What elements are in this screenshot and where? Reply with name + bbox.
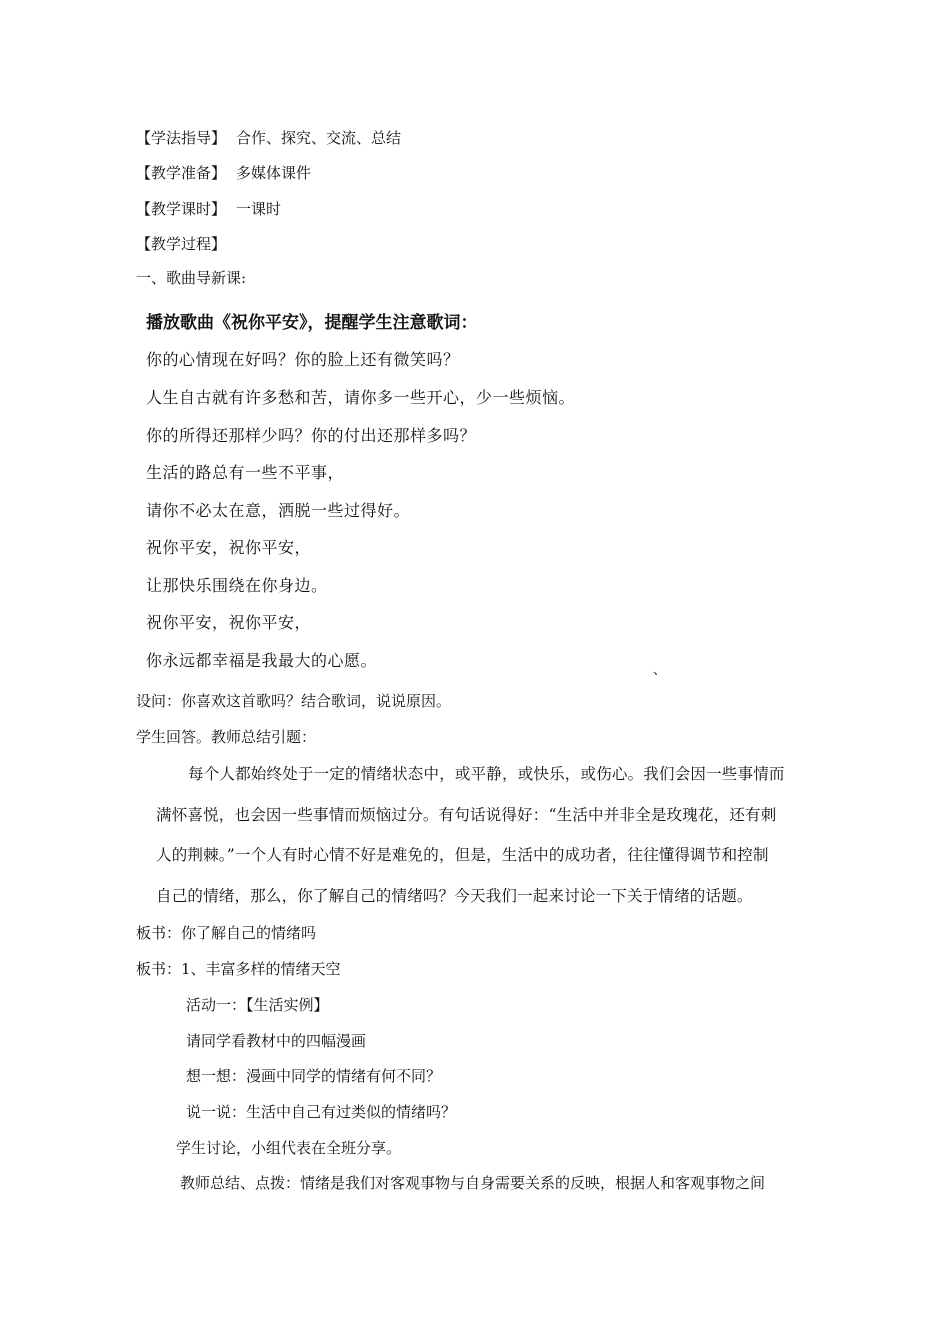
lyric-line: 人生自古就有许多愁和苦，请你多一些开心，少一些烦恼。 (146, 388, 576, 407)
header-label: 【教学过程】 (136, 235, 227, 253)
activity-line: 说一说：生活中自己有过类似的情绪吗？ (186, 1103, 457, 1121)
song-intro: 播放歌曲《祝你平安》，提醒学生注意歌词： (146, 313, 478, 333)
header-item-preparation (136, 163, 311, 183)
header-value: 多媒体课件 (236, 164, 312, 182)
board-heading: 板书：1、丰富多样的情绪天空 (136, 960, 341, 978)
lyric-line: 让那快乐围绕在你身边。 (146, 576, 328, 595)
lyric-line: 祝你平安，祝你平安， (146, 538, 312, 557)
question-line: 设问：你喜欢这首歌吗？结合歌词，说说原因。 (136, 692, 452, 710)
header-label: 【学法指导】 (136, 129, 227, 147)
header-value: 一课时 (236, 200, 282, 218)
header-item-method (136, 128, 401, 148)
activity-line: 请同学看教材中的四幅漫画 (186, 1032, 367, 1050)
lyric-line: 你的心情现在好吗？你的脸上还有微笑吗？ (146, 350, 460, 369)
activity-line: 活动一：【生活实例】 (186, 996, 329, 1014)
lyric-line: 你的所得还那样少吗？你的付出还那样多吗？ (146, 426, 477, 445)
board-heading: 板书：你了解自己的情绪吗 (136, 924, 317, 942)
answer-intro: 学生回答。教师总结引题： (136, 728, 317, 746)
header-label: 【教学课时】 (136, 200, 227, 218)
header-value: 合作、探究、交流、总结 (236, 129, 402, 147)
discussion-line: 学生讨论，小组代表在全班分享。 (176, 1139, 402, 1157)
lyric-line: 请你不必太在意，洒脱一些过得好。 (146, 501, 411, 520)
paragraph-line: 满怀喜悦，也会因一些事情而烦恼过分。有句话说得好：“生活中并非全是玫瑰花，还有刺 (156, 806, 777, 824)
lyric-line: 祝你平安，祝你平安， (146, 613, 312, 632)
section-title: 一、歌曲导新课: (136, 269, 247, 287)
paragraph-line: 每个人都始终处于一定的情绪状态中，或平静，或快乐，或伤心。我们会因一些事情而 (188, 765, 785, 783)
activity-line: 想一想：漫画中同学的情绪有何不同？ (186, 1067, 442, 1085)
header-item-process (136, 234, 226, 254)
lyric-line: 生活的路总有一些不平事， (146, 463, 345, 482)
lyric-line: 你永远都幸福是我最大的心愿。 (146, 651, 378, 670)
paragraph-line: 人的荆棘。”一个人有时心情不好是难免的，但是，生活中的成功者，往往懂得调节和控制 (156, 846, 769, 864)
header-item-period (136, 199, 281, 219)
summary-line: 教师总结、点拨：情绪是我们对客观事物与自身需要关系的反映，根据人和客观事物之间 (180, 1174, 766, 1192)
paragraph-line: 自己的情绪，那么，你了解自己的情绪吗？今天我们一起来讨论一下关于情绪的话题。 (156, 887, 753, 905)
header-label: 【教学准备】 (136, 164, 227, 182)
stray-mark: 、 (653, 663, 667, 678)
